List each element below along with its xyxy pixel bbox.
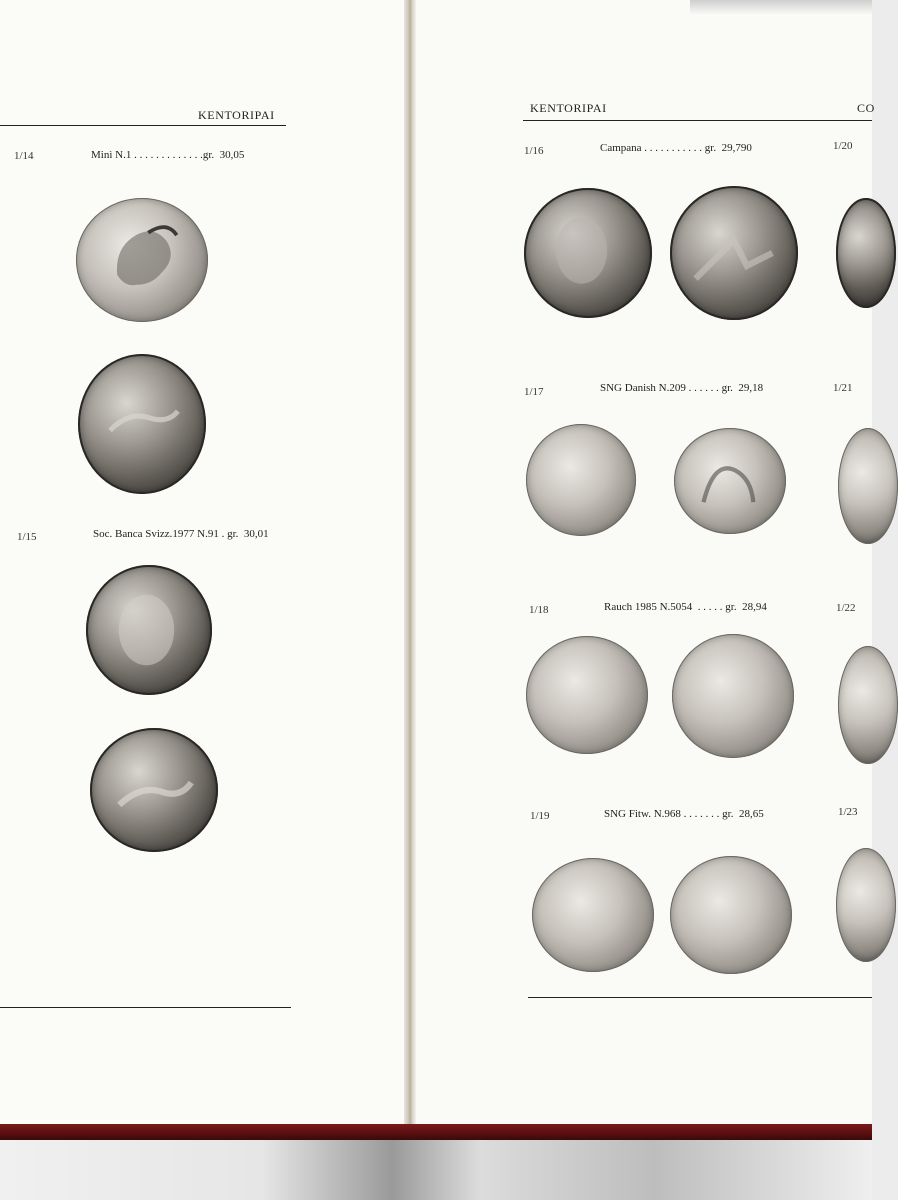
coin-partial-image	[836, 198, 896, 308]
coin-partial-image	[838, 646, 898, 764]
coin-reverse-image	[78, 354, 206, 494]
right-footer-rule	[528, 997, 872, 998]
coin-reverse-image	[670, 856, 792, 974]
coin-obverse-image	[76, 198, 208, 322]
coin-reverse-image	[670, 186, 798, 320]
entry-number: 1/17	[524, 386, 544, 398]
next-page-header-fragment: CO	[857, 101, 875, 115]
entry-description: Campana . . . . . . . . . . . gr. 29,790	[600, 142, 752, 154]
entry-description: Soc. Banca Svizz.1977 N.91 . gr. 30,01	[93, 528, 269, 540]
entry-description: SNG Danish N.209 . . . . . . gr. 29,18	[600, 382, 764, 394]
side-entry-number: 1/20	[833, 140, 853, 152]
coin-obverse-image	[532, 858, 654, 972]
entry-number: 1/16	[524, 145, 544, 157]
book-cover-edge	[0, 1124, 872, 1140]
coin-obverse-image	[526, 636, 648, 754]
book-gutter	[404, 0, 416, 1128]
entry-number: 1/15	[17, 531, 37, 543]
entry-number: 1/18	[529, 604, 549, 616]
left-header-rule	[0, 125, 286, 126]
right-page	[414, 0, 872, 1125]
entry-number: 1/14	[14, 150, 34, 162]
right-header-rule	[523, 120, 872, 121]
top-shadow	[690, 0, 872, 14]
scanner-background	[0, 1140, 872, 1200]
left-page-header: KENTORIPAI	[198, 108, 275, 122]
side-entry-number: 1/21	[833, 382, 853, 394]
entry-description: SNG Fitw. N.968 . . . . . . . gr. 28,65	[604, 808, 764, 820]
left-footer-rule	[0, 1007, 291, 1008]
side-entry-number: 1/22	[836, 602, 856, 614]
coin-partial-image	[836, 848, 896, 962]
side-entry-number: 1/23	[838, 806, 858, 818]
coin-reverse-image	[90, 728, 218, 852]
entry-number: 1/19	[530, 810, 550, 822]
coin-reverse-image	[674, 428, 786, 534]
right-page-header: KENTORIPAI	[530, 101, 607, 115]
coin-obverse-image	[526, 424, 636, 536]
coin-reverse-image	[672, 634, 794, 758]
entry-description: Rauch 1985 N.5054 . . . . . gr. 28,94	[604, 601, 767, 613]
coin-obverse-image	[86, 565, 212, 695]
left-page	[0, 0, 406, 1128]
entry-description: Minì N.1 . . . . . . . . . . . . .gr. 30,05	[91, 149, 245, 161]
coin-obverse-image	[524, 188, 652, 318]
coin-partial-image	[838, 428, 898, 544]
